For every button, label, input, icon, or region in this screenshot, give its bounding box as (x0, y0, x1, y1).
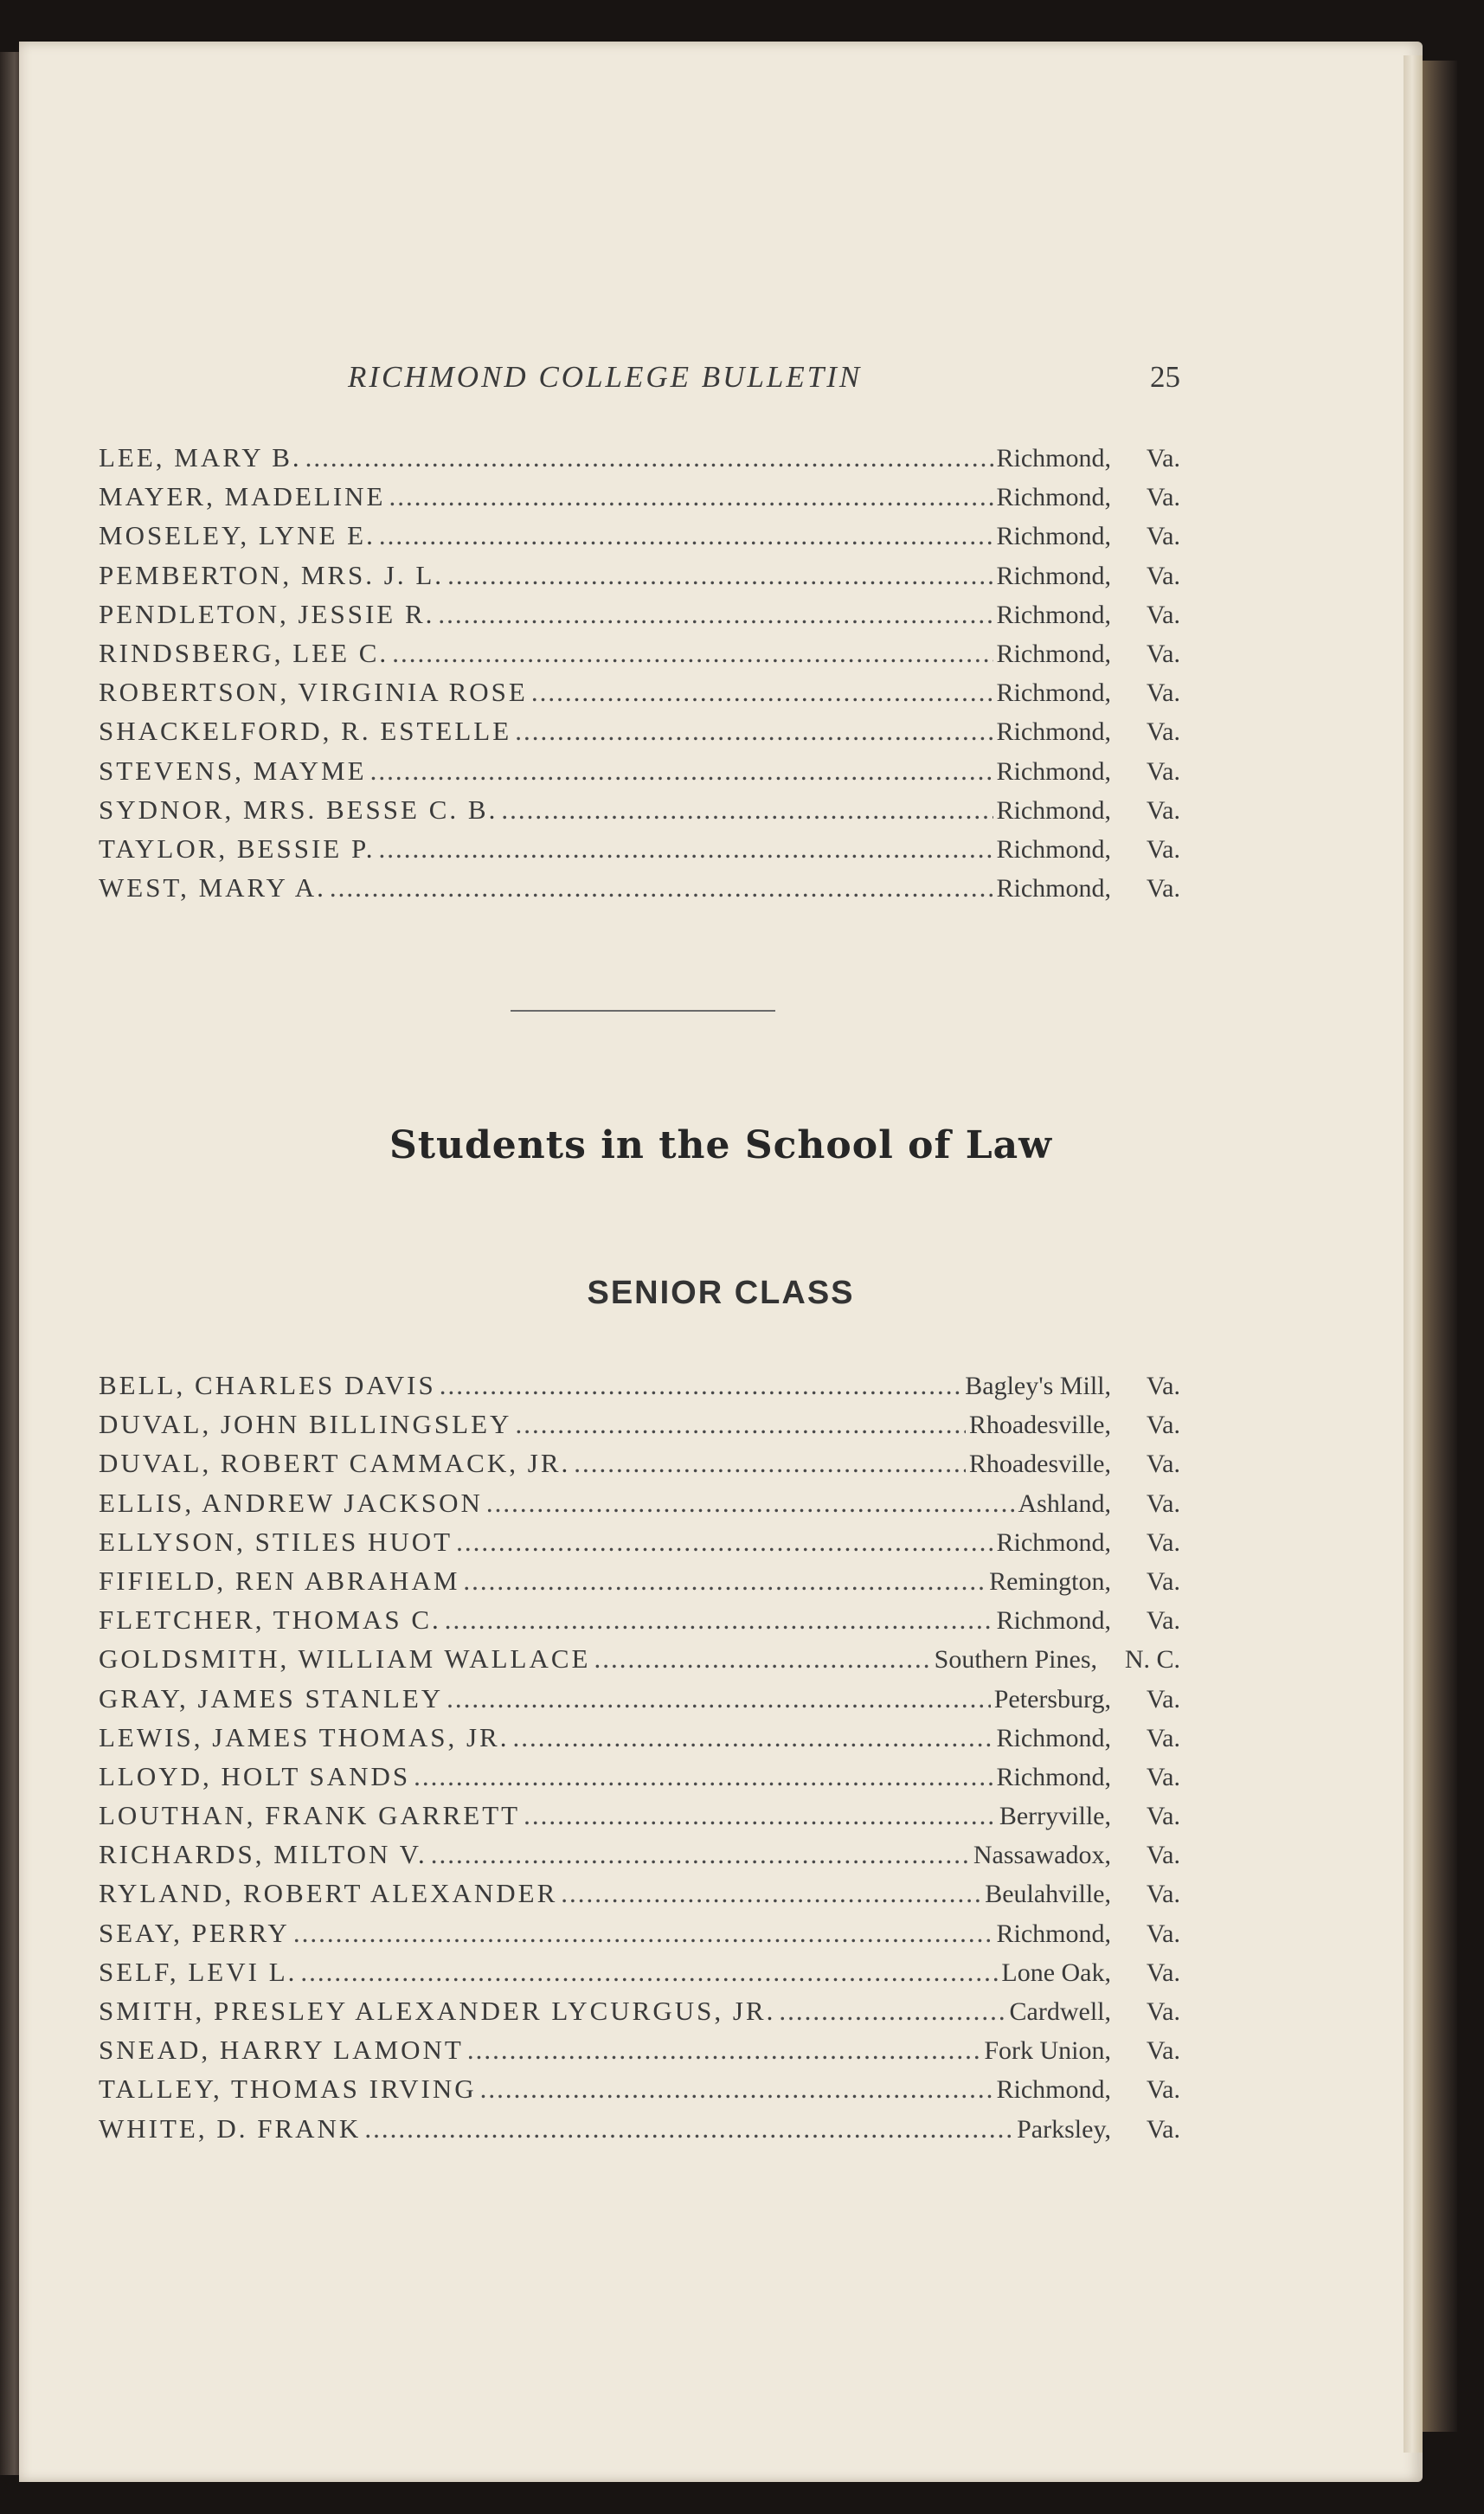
list-item (99, 1718, 1180, 1757)
student-name: ROBERTSON, VIRGINIA ROSE (99, 677, 528, 708)
page-number: 25 (1150, 360, 1180, 394)
student-name: LEE, MARY B. (99, 442, 302, 473)
student-town: Richmond, (996, 795, 1111, 825)
dot-leader (379, 829, 993, 868)
page-header (99, 360, 1180, 412)
dot-leader (414, 1757, 993, 1796)
dot-leader (431, 1835, 970, 1874)
list-item (99, 1600, 1180, 1639)
student-state: Va. (1146, 1802, 1180, 1831)
student-town: Fork Union, (984, 2036, 1111, 2066)
class-heading: SENIOR CLASS (587, 1275, 855, 1311)
list-item (99, 672, 1180, 711)
dot-leader (531, 672, 993, 711)
list-item (99, 477, 1180, 516)
student-name: SYDNOR, MRS. BESSE C. B. (99, 794, 498, 825)
student-town: Richmond, (996, 483, 1111, 512)
student-state: Va. (1146, 1488, 1180, 1518)
list-item (99, 1561, 1180, 1600)
student-name: FLETCHER, THOMAS C. (99, 1604, 441, 1636)
student-town: Remington, (989, 1566, 1111, 1596)
dot-leader (480, 2069, 993, 2108)
list-item (99, 1757, 1180, 1796)
student-name: RICHARDS, MILTON V. (99, 1839, 427, 1870)
student-town: Richmond, (996, 639, 1111, 668)
student-state: Va. (1146, 717, 1180, 747)
student-state: Va. (1146, 639, 1180, 668)
dot-leader (512, 1718, 993, 1757)
dot-leader (447, 556, 993, 595)
list-item (99, 1366, 1180, 1405)
list-item (99, 1639, 1180, 1678)
dot-leader (445, 1600, 993, 1639)
student-town: Richmond, (996, 444, 1111, 473)
list-item (99, 1952, 1180, 1991)
dot-leader (364, 2109, 1013, 2148)
section-divider (511, 1010, 775, 1012)
student-name: WHITE, D. FRANK (99, 2112, 362, 2144)
student-state: Va. (1146, 444, 1180, 473)
student-name: SHACKELFORD, R. ESTELLE (99, 716, 512, 747)
dot-leader (392, 633, 993, 672)
senior-class-list (99, 1366, 1180, 2148)
student-state: Va. (1146, 1880, 1180, 1909)
student-name: FIFIELD, REN ABRAHAM (99, 1565, 460, 1596)
student-name: GOLDSMITH, WILLIAM WALLACE (99, 1643, 591, 1675)
student-state: Va. (1146, 1958, 1180, 1987)
student-name: LEWIS, JAMES THOMAS, JR. (99, 1721, 510, 1752)
dot-leader (501, 790, 993, 829)
dot-leader (463, 1561, 986, 1600)
dot-leader (305, 438, 993, 477)
student-name: ELLIS, ANDREW JACKSON (99, 1487, 483, 1518)
student-state: Va. (1146, 1566, 1180, 1596)
student-list-continued (99, 438, 1180, 907)
dot-leader (446, 1679, 991, 1718)
list-item (99, 438, 1180, 477)
list-item (99, 1483, 1180, 1522)
student-state: Va. (1146, 1841, 1180, 1870)
dot-leader (594, 1639, 931, 1678)
dot-leader (379, 516, 993, 555)
student-state: Va. (1146, 1684, 1180, 1714)
student-town: Richmond, (996, 561, 1111, 590)
student-town: Richmond, (996, 756, 1111, 786)
list-item (99, 556, 1180, 595)
dot-leader (515, 1405, 965, 1443)
list-item (99, 2030, 1180, 2069)
student-state: Va. (1146, 1450, 1180, 1479)
student-town: Richmond, (996, 600, 1111, 629)
list-item (99, 1522, 1180, 1561)
student-state: Va. (1146, 678, 1180, 708)
dot-leader (456, 1522, 993, 1561)
student-name: SNEAD, HARRY LAMONT (99, 2035, 464, 2066)
dot-leader (389, 477, 993, 516)
list-item (99, 868, 1180, 907)
student-town: Parksley, (1017, 2114, 1111, 2144)
student-name: LOUTHAN, FRANK GARRETT (99, 1800, 521, 1831)
student-state: Va. (1146, 1762, 1180, 1791)
list-item (99, 633, 1180, 672)
student-state: Va. (1146, 600, 1180, 629)
student-town: Berryville, (999, 1802, 1111, 1831)
student-state: Va. (1146, 1723, 1180, 1752)
student-town: Richmond, (996, 874, 1111, 903)
student-town: Richmond, (996, 522, 1111, 551)
page-fold (1404, 55, 1423, 2453)
student-state: Va. (1146, 834, 1180, 864)
dot-leader (467, 2030, 980, 2069)
student-state: Va. (1146, 1411, 1180, 1440)
student-name: SELF, LEVI L. (99, 1956, 298, 1987)
list-item (99, 1405, 1180, 1443)
student-town: Richmond, (996, 834, 1111, 864)
student-state: Va. (1146, 1606, 1180, 1636)
dot-leader (370, 751, 993, 790)
student-town: Richmond, (996, 1723, 1111, 1752)
student-name: BELL, CHARLES DAVIS (99, 1370, 436, 1400)
student-name: MOSELEY, LYNE E. (99, 520, 376, 551)
section-heading: Students in the School of Law (389, 1123, 1053, 1167)
student-state: N. C. (1124, 1645, 1180, 1675)
student-name: LLOYD, HOLT SANDS (99, 1760, 411, 1791)
student-name: PENDLETON, JESSIE R. (99, 598, 435, 629)
student-state: Va. (1146, 874, 1180, 903)
student-name: PEMBERTON, MRS. J. L. (99, 559, 445, 590)
list-item (99, 829, 1180, 868)
dot-leader (561, 1874, 981, 1913)
student-town: Rhoadesville, (968, 1411, 1111, 1440)
list-item (99, 711, 1180, 750)
student-name: DUVAL, ROBERT CAMMACK, JR. (99, 1448, 571, 1479)
running-head: RICHMOND COLLEGE BULLETIN (348, 360, 863, 394)
list-item (99, 1443, 1180, 1482)
list-item (99, 595, 1180, 633)
dot-leader (486, 1483, 1015, 1522)
student-name: TALLEY, THOMAS IRVING (99, 2074, 477, 2105)
page (19, 42, 1423, 2482)
student-name: SEAY, PERRY (99, 1917, 290, 1948)
dot-leader (293, 1913, 993, 1952)
student-state: Va. (1146, 1997, 1180, 2026)
student-town: Petersburg, (993, 1684, 1111, 1714)
student-name: RYLAND, ROBERT ALEXANDER (99, 1878, 558, 1909)
list-item (99, 1835, 1180, 1874)
student-state: Va. (1146, 2075, 1180, 2105)
student-name: WEST, MARY A. (99, 872, 326, 903)
student-town: Richmond, (996, 1919, 1111, 1948)
student-town: Bagley's Mill, (965, 1372, 1111, 1400)
dot-leader (330, 868, 993, 907)
student-state: Va. (1146, 1527, 1180, 1557)
student-town: Lone Oak, (1001, 1958, 1111, 1987)
student-state: Va. (1146, 795, 1180, 825)
list-item (99, 2109, 1180, 2148)
list-item (99, 1913, 1180, 1952)
dot-leader (300, 1952, 998, 1991)
student-town: Richmond, (996, 678, 1111, 708)
student-town: Richmond, (996, 717, 1111, 747)
student-name: TAYLOR, BESSIE P. (99, 833, 376, 864)
student-state: Va. (1146, 2036, 1180, 2066)
student-town: Richmond, (996, 1762, 1111, 1791)
student-state: Va. (1146, 561, 1180, 590)
student-name: STEVENS, MAYME (99, 755, 367, 786)
dot-leader (515, 711, 993, 750)
dot-leader (524, 1796, 996, 1835)
list-item (99, 1874, 1180, 1913)
student-state: Va. (1146, 2114, 1180, 2144)
student-name: GRAY, JAMES STANLEY (99, 1682, 444, 1714)
student-name: RINDSBERG, LEE C. (99, 637, 389, 668)
dot-leader (438, 595, 993, 633)
list-item (99, 1991, 1180, 2030)
student-town: Nassawadox, (973, 1841, 1111, 1870)
student-town: Cardwell, (1009, 1997, 1111, 2026)
list-item (99, 1679, 1180, 1718)
student-town: Southern Pines, (934, 1645, 1097, 1675)
student-state: Va. (1146, 1372, 1180, 1400)
student-town: Rhoadesville, (968, 1450, 1111, 1479)
dot-leader (779, 1991, 1005, 2030)
student-town: Richmond, (996, 1527, 1111, 1557)
student-state: Va. (1146, 756, 1180, 786)
student-name: MAYER, MADELINE (99, 481, 386, 512)
student-name: SMITH, PRESLEY ALEXANDER LYCURGUS, JR. (99, 1996, 776, 2026)
student-name: ELLYSON, STILES HUOT (99, 1526, 453, 1557)
list-item (99, 1796, 1180, 1835)
list-item (99, 516, 1180, 555)
dot-leader (574, 1443, 966, 1482)
student-state: Va. (1146, 522, 1180, 551)
student-state: Va. (1146, 1919, 1180, 1948)
student-town: Ashland, (1018, 1488, 1111, 1518)
student-name: DUVAL, JOHN BILLINGSLEY (99, 1409, 512, 1440)
list-item (99, 790, 1180, 829)
list-item (99, 751, 1180, 790)
dot-leader (440, 1366, 962, 1405)
student-state: Va. (1146, 483, 1180, 512)
binding-edge (0, 52, 21, 2475)
student-town: Richmond, (996, 2075, 1111, 2105)
student-town: Beulahville, (985, 1880, 1111, 1909)
student-town: Richmond, (996, 1606, 1111, 1636)
list-item (99, 2069, 1180, 2108)
page-stack-edge (1423, 61, 1457, 2432)
